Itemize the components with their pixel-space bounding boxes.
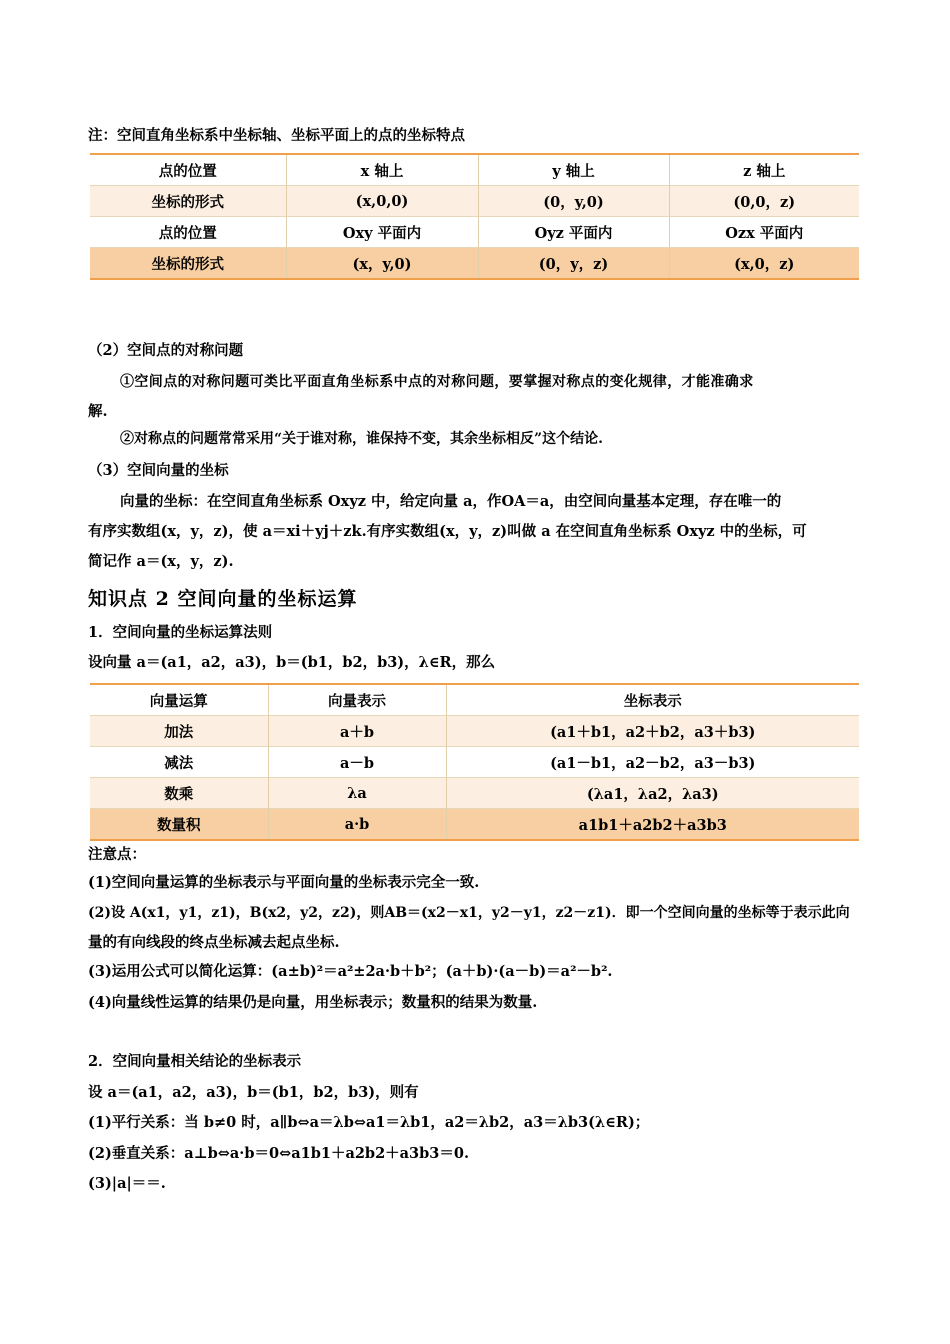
- table-cell: a＋b: [268, 716, 446, 747]
- table-cell: (x，y,0): [286, 248, 478, 280]
- note-item: 量的有向线段的终点坐标减去起点坐标.: [88, 934, 340, 951]
- table-cell: (x,0,0): [286, 186, 478, 217]
- subsection-title: 2．空间向量相关结论的坐标表示: [88, 1053, 302, 1070]
- table-cell: Oxy 平面内: [286, 217, 478, 248]
- paragraph: ①空间点的对称问题可类比平面直角坐标系中点的对称问题，要掌握对称点的变化规律，才能准确求: [120, 374, 754, 390]
- table-row: [90, 716, 859, 747]
- table-cell: 数乘: [90, 778, 268, 809]
- table-cell: 向量表示: [268, 684, 446, 716]
- table-cell: (0，y，z): [478, 248, 669, 280]
- formula-line: (2)垂直关系：a⊥b⇔a·b＝0⇔a1b1＋a2b2＋a3b3＝0.: [88, 1145, 470, 1162]
- table-cell: Ozx 平面内: [669, 217, 859, 248]
- paragraph: 设 a＝(a1，a2，a3)，b＝(b1，b2，b3)，则有: [88, 1084, 419, 1101]
- table-cell: (λa1，λa2，λa3): [446, 778, 859, 809]
- section-title-vector-coords: （3）空间向量的坐标: [88, 462, 229, 479]
- table-cell: λa: [268, 778, 446, 809]
- table-cell: 向量运算: [90, 684, 268, 716]
- table-cell: z 轴上: [669, 154, 859, 186]
- table-row: [90, 217, 859, 248]
- note-item: (3)运用公式可以简化运算：(a±b)²＝a²±2a·b＋b²；(a＋b)·(a－b)＝a²－b².: [88, 963, 613, 980]
- coordinate-features-table: [90, 153, 859, 280]
- table-cell: 坐标表示: [446, 684, 859, 716]
- table-cell: x 轴上: [286, 154, 478, 186]
- table-row: [90, 778, 859, 809]
- table-row: [90, 809, 859, 841]
- table-row: [90, 154, 859, 186]
- vector-operations-table: [90, 683, 859, 841]
- note-item: (2)设 A(x1，y1，z1)，B(x2，y2，z2)，则AB＝(x2－x1，y2－y1，z2－z1)．即一个空间向量的坐标等于表示此向: [88, 905, 850, 921]
- table-cell: 点的位置: [90, 154, 286, 186]
- table-cell: a－b: [268, 747, 446, 778]
- subsection-title: 1．空间向量的坐标运算法则: [88, 624, 273, 641]
- table-cell: 点的位置: [90, 217, 286, 248]
- table-cell: y 轴上: [478, 154, 669, 186]
- table-cell: (a1－b1，a2－b2，a3－b3): [446, 747, 859, 778]
- formula-line: (3)|a|＝＝.: [88, 1175, 166, 1192]
- table-row: [90, 186, 859, 217]
- note-item: (4)向量线性运算的结果仍是向量，用坐标表示；数量积的结果为数量.: [88, 994, 538, 1011]
- formula-line: (1)平行关系：当 b≠0 时，a∥b⇔a＝λb⇔a1＝λb1，a2＝λb2，a3＝λb3(λ∈R)；: [88, 1114, 650, 1131]
- table-cell: 数量积: [90, 809, 268, 841]
- note-title: 注：空间直角坐标系中坐标轴、坐标平面上的点的坐标特点: [88, 127, 465, 144]
- table-row: [90, 747, 859, 778]
- notes-title: 注意点：: [88, 846, 146, 863]
- table-cell: 加法: [90, 716, 268, 747]
- table-row: [90, 684, 859, 716]
- paragraph: 向量的坐标：在空间直角坐标系 Oxyz 中，给定向量 a，作OA＝a，由空间向量基本定理，存在唯一的: [120, 493, 782, 510]
- note-item: (1)空间向量运算的坐标表示与平面向量的坐标表示完全一致.: [88, 874, 480, 891]
- table-cell: a1b1＋a2b2＋a3b3: [446, 809, 859, 841]
- paragraph: 简记作 a＝(x，y，z).: [88, 553, 234, 570]
- table-cell: 坐标的形式: [90, 248, 286, 280]
- table-cell: a·b: [268, 809, 446, 841]
- section-title-symmetry: （2）空间点的对称问题: [88, 342, 244, 359]
- table-cell: (x,0，z): [669, 248, 859, 280]
- paragraph: 解.: [88, 403, 108, 420]
- paragraph: ②对称点的问题常常采用“关于谁对称，谁保持不变，其余坐标相反”这个结论.: [120, 431, 603, 447]
- paragraph: 有序实数组(x，y，z)，使 a＝xi＋yj＋zk.有序实数组(x，y，z)叫做 a 在空间直角坐标系 Oxyz 中的坐标，可: [88, 523, 807, 540]
- table-cell: 坐标的形式: [90, 186, 286, 217]
- knowledge-point-heading: 知识点 2 空间向量的坐标运算: [88, 588, 358, 610]
- table-cell: (0，y,0): [478, 186, 669, 217]
- table-cell: (0,0，z): [669, 186, 859, 217]
- paragraph: 设向量 a＝(a1，a2，a3)，b＝(b1，b2，b3)，λ∈R，那么: [88, 654, 496, 671]
- table-cell: 减法: [90, 747, 268, 778]
- table-row: [90, 248, 859, 280]
- table-cell: (a1＋b1，a2＋b2，a3＋b3): [446, 716, 859, 747]
- table-cell: Oyz 平面内: [478, 217, 669, 248]
